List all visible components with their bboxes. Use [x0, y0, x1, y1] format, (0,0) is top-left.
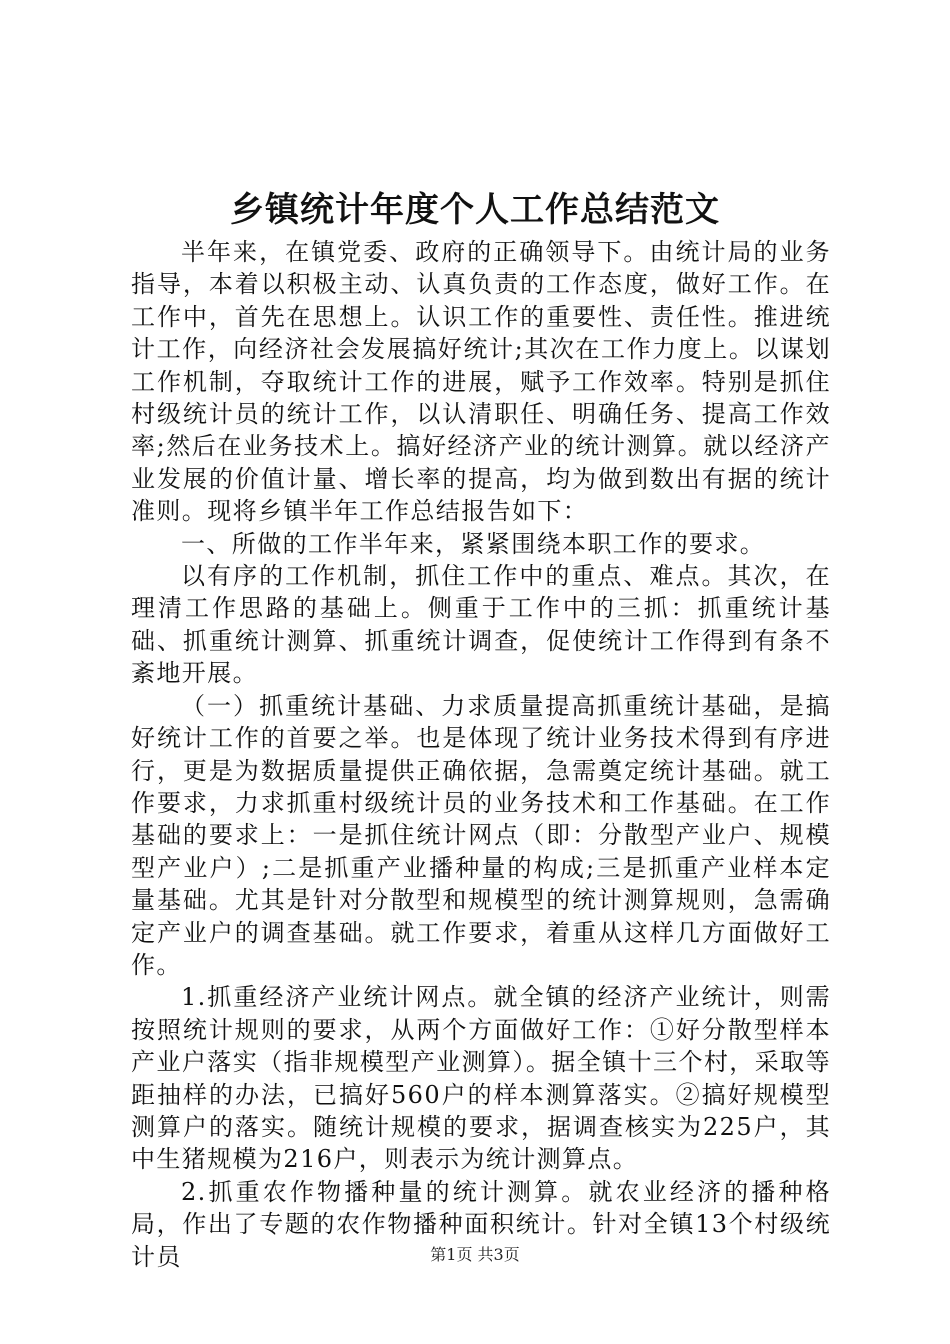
paragraph-statistics-foundation: （一）抓重统计基础、力求质量提高抓重统计基础，是搞好统计工作的首要之举。也是体现了统计业务技术得到有序进行，更是为数据质量提供正确依据，急需奠定统计基础。就工作要求，力求抓重村级统计员的业务技术和工作基础。在工作基础的要求上：一是抓住统计网点（即：分散型产业户、规模型产业户）;二是抓重产业播种量的构成;三是抓重产业样本定量基础。尤其是针对分散型和规模型的统计测算规则，急需确定产业户的调查基础。就工作要求，着重从这样几方面做好工作。	[131, 691, 831, 979]
paragraph-work-mechanism: 以有序的工作机制，抓住工作中的重点、难点。其次，在理清工作思路的基础上。侧重于工作中的三抓：抓重统计基础、抓重统计测算、抓重统计调查，促使统计工作得到有条不紊地开展。	[131, 562, 831, 688]
document-title: 乡镇统计年度个人工作总结范文	[230, 190, 720, 230]
paragraph-section-one-heading: 一、所做的工作半年来，紧紧围绕本职工作的要求。	[181, 529, 766, 558]
document-body	[131, 236, 831, 1273]
paragraph-intro: 半年来，在镇党委、政府的正确领导下。由统计局的业务指导，本着以积极主动、认真负责的工作态度，做好工作。在工作中，首先在思想上。认识工作的重要性、责任性。推进统计工作，向经济社会发展搞好统计;其次在工作力度上。以谋划工作机制，夺取统计工作的进展，赋予工作效率。特别是抓住村级统计员的统计工作，以认清职任、明确任务、提高工作效率;然后在业务技术上。搞好经济产业的统计测算。就以经济产业发展的价值计量、增长率的提高，均为做到数出有据的统计准则。现将乡镇半年工作总结报告如下：	[131, 238, 831, 526]
paragraph-item-one: 1.抓重经济产业统计网点。就全镇的经济产业统计，则需按照统计规则的要求，从两个方面做好工作：①好分散型样本产业户落实（指非规模型产业测算）。据全镇十三个村，采取等距抽样的办法，已搞好560户的样本测算落实。②搞好规模型测算户的落实。随统计规模的要求，据调查核实为225户，其中生猪规模为216户，则表示为统计测算点。	[131, 983, 831, 1174]
paragraph-item-two: 2.抓重农作物播种量的统计测算。就农业经济的播种格局，作出了专题的农作物播种面积统计。针对全镇13个村级统计员	[131, 1177, 831, 1271]
page-number-footer: 第1页 共3页	[430, 1245, 520, 1264]
